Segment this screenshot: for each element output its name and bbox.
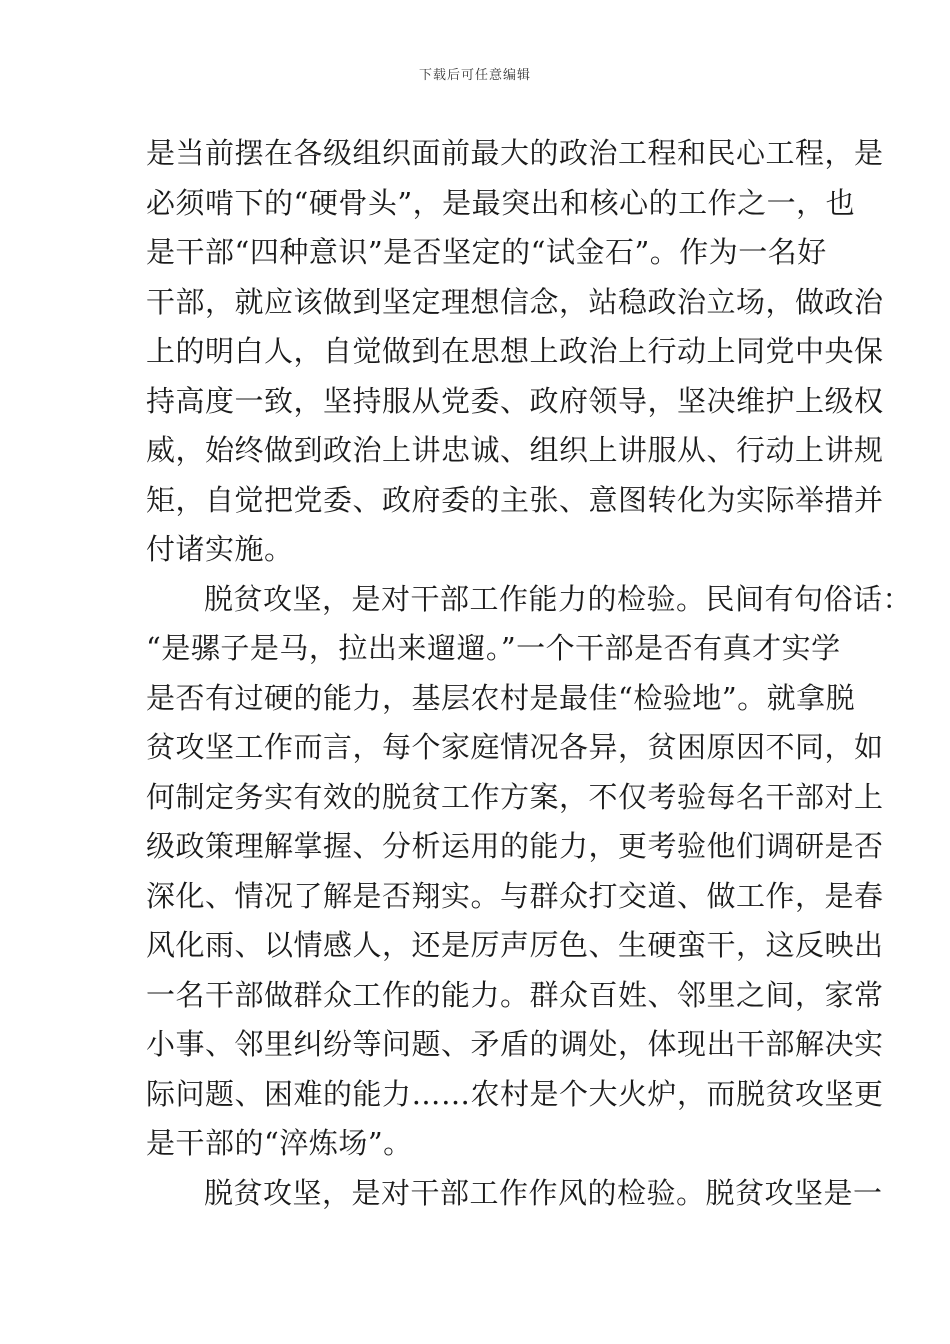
text-line: 深化、情况了解是否翔实。与群众打交道、做工作，是春: [146, 878, 884, 913]
text-line: “是骡子是马，拉出来遛遛。”一个干部是否有真才实学: [146, 631, 841, 665]
text-line: 威，始终做到政治上讲忠诚、组织上讲服从、行动上讲规: [146, 433, 884, 467]
text-line: 一名干部做群众工作的能力。群众百姓、邻里之间，家常: [146, 977, 884, 1012]
text-line: 是当前摆在各级组织面前最大的政治工程和民心工程，是: [146, 136, 884, 170]
header-note: 下载后可任意编辑: [418, 68, 531, 83]
paragraph-first-line: 脱贫攻坚，是对干部工作能力的检验。民间有句俗话：: [204, 581, 913, 616]
text-line: 贫攻坚工作而言，每个家庭情况各异，贫困原因不同，如: [146, 730, 884, 764]
text-line: 何制定务实有效的脱贫工作方案，不仅考验每名干部对上: [146, 779, 884, 814]
body-text: [146, 129, 913, 1218]
text-line: 小事、邻里纠纷等问题、矛盾的调处，体现出干部解决实: [146, 1027, 884, 1061]
text-line: 干部，就应该做到坚定理想信念，站稳政治立场，做政治: [146, 284, 884, 319]
text-line: 风化雨、以情感人，还是厉声厉色、生硬蛮干，这反映出: [146, 928, 884, 962]
text-line: 付诸实施。: [146, 532, 294, 566]
text-line: 是否有过硬的能力，基层农村是最佳“检验地”。就拿脱: [146, 680, 856, 715]
text-line: 际问题、困难的能力……农村是个大火炉，而脱贫攻坚更: [146, 1076, 884, 1111]
text-line: 上的明白人，自觉做到在思想上政治上行动上同党中央保: [146, 334, 884, 368]
text-line: 是干部的“淬炼场”。: [146, 1126, 413, 1160]
text-line: 必须啃下的“硬骨头”，是最突出和核心的工作之一，也: [146, 185, 856, 220]
text-line: 持高度一致，坚持服从党委、政府领导，坚决维护上级权: [146, 383, 884, 418]
text-line: 是干部“四种意识”是否坚定的“试金石”。作为一名好: [146, 235, 827, 269]
text-line: 矩，自觉把党委、政府委的主张、意图转化为实际举措并: [146, 482, 884, 517]
paragraph-first-line: 脱贫攻坚，是对干部工作作风的检验。脱贫攻坚是一: [204, 1175, 883, 1210]
text-line: 级政策理解掌握、分析运用的能力，更考验他们调研是否: [146, 829, 884, 863]
